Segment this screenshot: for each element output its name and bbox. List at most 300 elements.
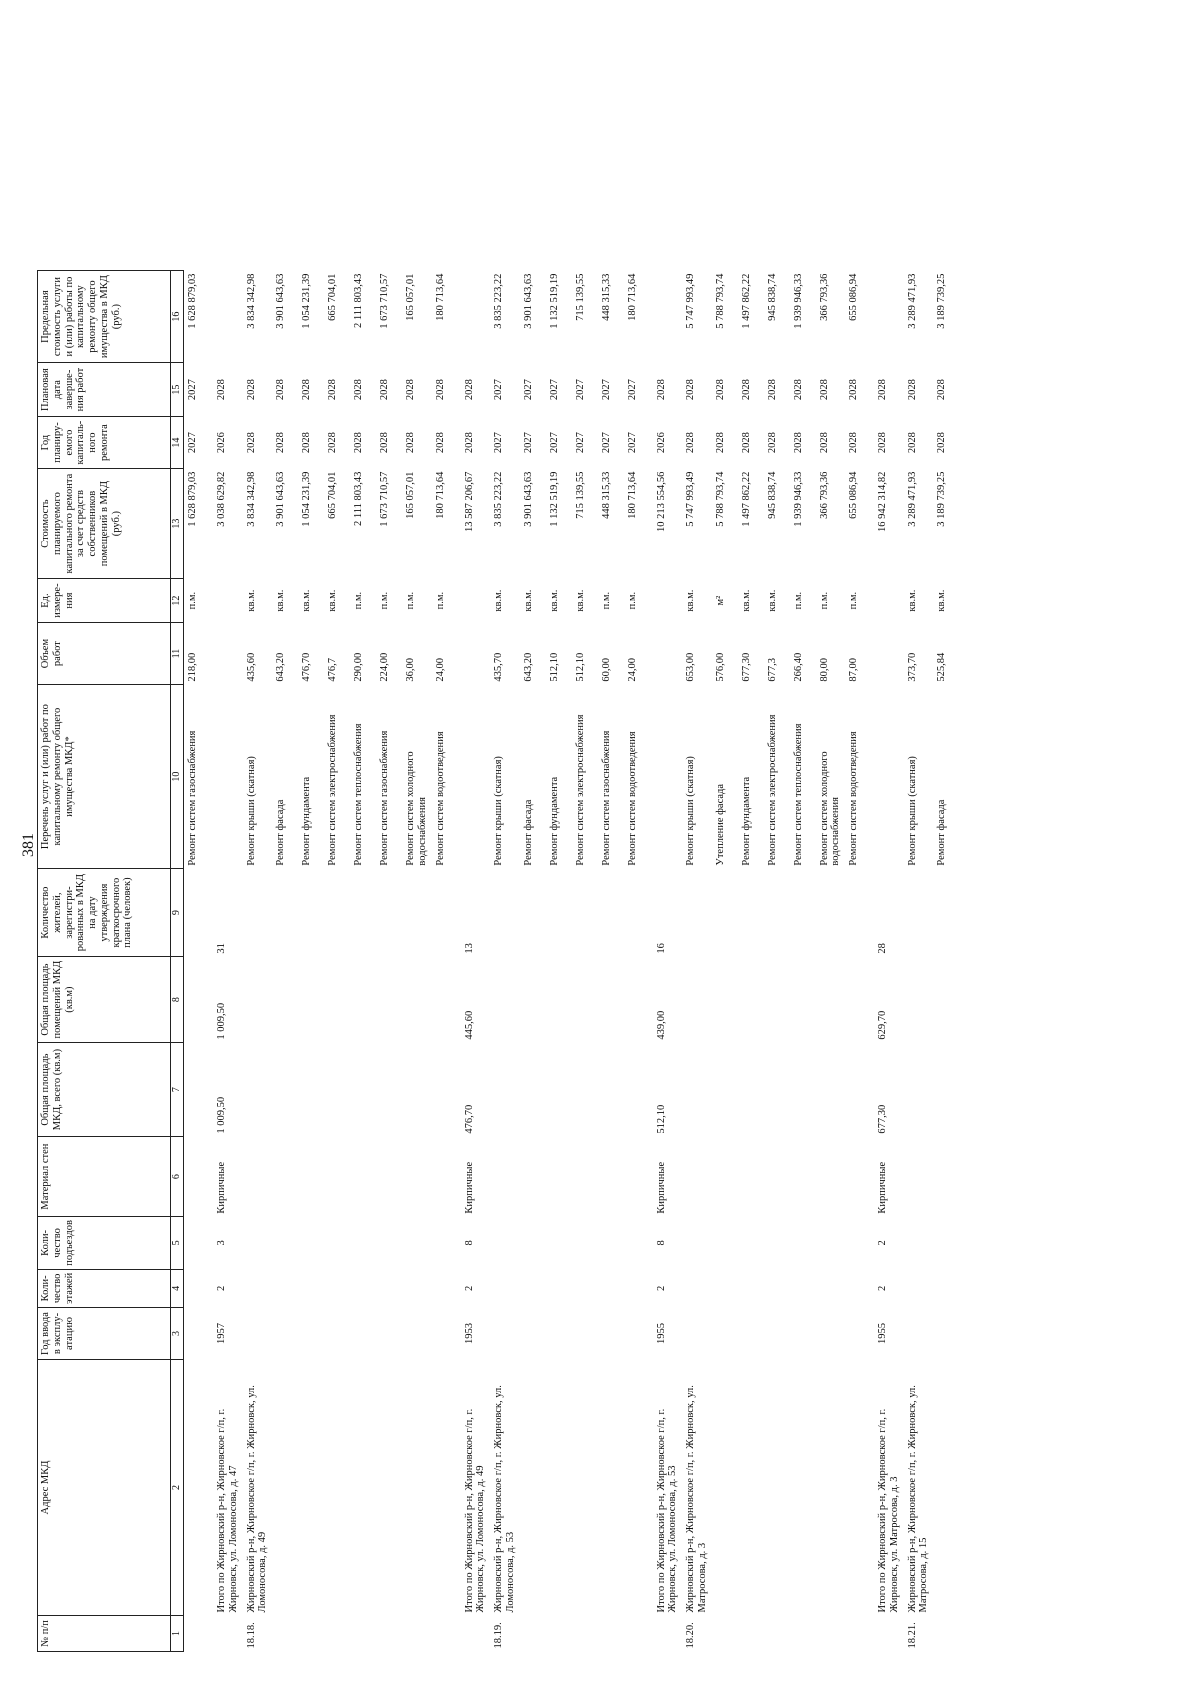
cell-c5: 2 <box>877 1240 888 1246</box>
cell-c4 <box>624 1269 650 1307</box>
column-header: Адрес МКД <box>38 1360 171 1616</box>
cell-c3 <box>298 1308 324 1360</box>
cell-c7 <box>764 1043 790 1137</box>
cell-c16: 655 086,94 <box>848 273 859 321</box>
cell-c11: 525,84 <box>936 652 947 682</box>
cell-c4 <box>598 1269 624 1307</box>
cell-c8: 1 009,50 <box>216 1002 227 1040</box>
cell-c12: п.м. <box>434 591 446 610</box>
cell-c3: 1953 <box>463 1323 475 1344</box>
cell-c9 <box>790 869 816 957</box>
cell-c1 <box>871 1616 904 1652</box>
cell-c7 <box>184 1043 211 1137</box>
cell-c14: 2028 <box>740 432 752 454</box>
column-header: Общая площадь помещений МКД (кв.м) <box>38 957 171 1043</box>
cell-c16 <box>650 271 683 363</box>
cell-c16: 1 054 231,39 <box>301 273 312 329</box>
cell-c9 <box>324 869 350 957</box>
column-header: Перечень услуг и (или) работ по капитальному ремонту общего имущества МКД* <box>38 685 171 869</box>
cell-c14: 2027 <box>522 432 534 454</box>
cell-c14: 2028 <box>877 432 888 454</box>
cell-c6 <box>432 1137 458 1217</box>
cell-c14: 2028 <box>463 432 475 454</box>
cell-c13: 10 213 554,56 <box>655 471 667 532</box>
cell-c5 <box>816 1217 846 1270</box>
cell-c2 <box>298 1360 324 1616</box>
cell-c15: 2028 <box>792 379 804 401</box>
cell-c10: Ремонт крыши (скатная) <box>685 756 696 866</box>
cell-c2: Жирновский р-н, Жирновское г/п, г. Жирновск, ул. Ломоносова, д. 49 <box>245 1385 269 1613</box>
cell-c3 <box>272 1308 298 1360</box>
cell-c8 <box>816 957 846 1043</box>
cell-c1 <box>572 1616 598 1652</box>
cell-c15: 2027 <box>600 379 612 401</box>
cell-c1 <box>933 1616 959 1652</box>
table-row <box>402 271 432 1652</box>
cell-c6 <box>520 1137 546 1217</box>
cell-c9 <box>243 869 273 957</box>
cell-c12: кв.м. <box>493 589 504 612</box>
cell-c5 <box>572 1217 598 1270</box>
cell-c11: 435,70 <box>493 652 504 682</box>
cell-c7 <box>298 1043 324 1137</box>
cell-c1: 18.18. <box>245 1622 257 1649</box>
cell-c16: 3 834 342,98 <box>245 273 257 329</box>
cell-c5 <box>272 1217 298 1270</box>
cell-c9 <box>490 869 520 957</box>
cell-c10: Ремонт систем водоотведения <box>848 731 859 866</box>
cell-c15: 2027 <box>574 379 586 401</box>
cell-c5 <box>933 1217 959 1270</box>
cell-c10: Ремонт систем электроснабжения <box>766 714 778 866</box>
cell-c14: 2028 <box>379 432 390 454</box>
cell-c3 <box>933 1308 959 1360</box>
cell-c12: кв.м. <box>685 589 696 612</box>
cell-c14: 2028 <box>434 432 446 454</box>
column-number: 14 <box>171 417 184 469</box>
column-header: Объем работ <box>38 623 171 685</box>
cell-c5 <box>402 1217 432 1270</box>
cell-c4 <box>324 1269 350 1307</box>
cell-c12: п.м. <box>600 591 612 610</box>
cell-c2 <box>598 1360 624 1616</box>
cell-c4 <box>432 1269 458 1307</box>
cell-c7 <box>845 1043 871 1137</box>
cell-c2 <box>572 1360 598 1616</box>
column-header: Предельная стоимость услуги и (или) работы по капитальному ремонту общего имущества в МКД (руб.) <box>38 271 171 363</box>
cell-c4 <box>712 1269 738 1307</box>
cell-c2 <box>624 1360 650 1616</box>
cell-c15: 2028 <box>301 379 312 401</box>
cell-c3 <box>376 1308 402 1360</box>
cell-c2 <box>184 1360 211 1616</box>
column-header: № п/п <box>38 1616 171 1652</box>
cell-c7 <box>712 1043 738 1137</box>
cell-c4 <box>272 1269 298 1307</box>
cell-c15: 2027 <box>187 379 198 401</box>
cell-c6: Кирпичные <box>877 1161 888 1214</box>
cell-c2 <box>845 1360 871 1616</box>
table-row <box>298 271 324 1652</box>
cell-c11: 435,60 <box>245 652 257 682</box>
cell-c14: 2028 <box>714 432 726 454</box>
cell-c11: 24,00 <box>434 657 446 682</box>
cell-c6 <box>682 1137 712 1217</box>
cell-c15: 2027 <box>493 379 504 401</box>
cell-c12: кв.м. <box>245 589 257 612</box>
cell-c8 <box>402 957 432 1043</box>
cell-c10: Ремонт систем холодного водоснабжения <box>818 751 842 866</box>
table-row <box>682 271 712 1652</box>
column-number: 8 <box>171 957 184 1043</box>
cell-c9 <box>350 869 376 957</box>
cell-c4 <box>904 1269 934 1307</box>
cell-c13: 5 788 793,74 <box>714 471 726 527</box>
cell-c1 <box>520 1616 546 1652</box>
cell-c8 <box>764 957 790 1043</box>
cell-c5 <box>350 1217 376 1270</box>
cell-c2 <box>376 1360 402 1616</box>
cell-c3 <box>598 1308 624 1360</box>
column-number-row <box>171 271 184 1652</box>
cell-c10: Ремонт систем водоотведения <box>626 731 638 866</box>
cell-c11: 512,10 <box>548 652 560 682</box>
cell-c6 <box>624 1137 650 1217</box>
cell-c10: Утепление фасада <box>714 783 726 866</box>
cell-c4 <box>490 1269 520 1307</box>
cell-c3 <box>712 1308 738 1360</box>
cell-c15: 2027 <box>522 379 534 401</box>
cell-c7 <box>933 1043 959 1137</box>
cell-c9 <box>816 869 846 957</box>
cell-c8 <box>432 957 458 1043</box>
cell-c2 <box>816 1360 846 1616</box>
cell-c3 <box>764 1308 790 1360</box>
cell-c1 <box>712 1616 738 1652</box>
table-row <box>272 271 298 1652</box>
cell-c1 <box>790 1616 816 1652</box>
cell-c6 <box>546 1137 572 1217</box>
column-number: 16 <box>171 271 184 363</box>
table-row <box>790 271 816 1652</box>
cell-c12: м² <box>714 595 726 606</box>
cell-c11: 87,00 <box>848 657 859 682</box>
cell-c2 <box>546 1360 572 1616</box>
cell-c9 <box>933 869 959 957</box>
cell-c11 <box>871 623 904 685</box>
cell-c4 <box>816 1269 846 1307</box>
cell-c1: 18.21. <box>906 1622 918 1649</box>
cell-c15: 2028 <box>405 379 416 401</box>
cell-c6: Кирпичные <box>463 1161 475 1214</box>
cell-c8 <box>243 957 273 1043</box>
cell-c3 <box>572 1308 598 1360</box>
cell-c15: 2028 <box>275 379 286 401</box>
cell-c12: кв.м. <box>906 589 918 612</box>
cell-c3 <box>490 1308 520 1360</box>
cell-c7 <box>272 1043 298 1137</box>
cell-c1 <box>738 1616 764 1652</box>
cell-c4 <box>376 1269 402 1307</box>
cell-c4 <box>520 1269 546 1307</box>
cell-c9 <box>432 869 458 957</box>
cell-c1 <box>184 1616 211 1652</box>
cell-c11: 643,20 <box>275 652 286 682</box>
cell-c8 <box>490 957 520 1043</box>
cell-c13: 3 189 739,25 <box>936 471 947 527</box>
cell-c13: 1 054 231,39 <box>301 471 312 527</box>
cell-c11: 677,3 <box>766 657 778 682</box>
cell-c13: 2 111 803,43 <box>353 471 364 526</box>
cell-c11: 266,40 <box>792 652 804 682</box>
cell-c7 <box>350 1043 376 1137</box>
cell-c14: 2028 <box>353 432 364 454</box>
cell-c5 <box>764 1217 790 1270</box>
cell-c11: 653,00 <box>685 652 696 682</box>
cell-c8 <box>904 957 934 1043</box>
cell-c3 <box>682 1308 712 1360</box>
cell-c13: 715 139,55 <box>574 471 586 519</box>
cell-c7: 677,30 <box>877 1104 888 1134</box>
column-number: 13 <box>171 469 184 579</box>
cell-c9 <box>376 869 402 957</box>
cell-c1 <box>546 1616 572 1652</box>
cell-c3 <box>816 1308 846 1360</box>
cell-c14: 2026 <box>655 432 667 454</box>
cell-c2 <box>350 1360 376 1616</box>
cell-c8 <box>682 957 712 1043</box>
cell-c7 <box>682 1043 712 1137</box>
cell-c13: 655 086,94 <box>848 471 859 519</box>
cell-c16: 165 057,01 <box>405 273 416 321</box>
cell-c9 <box>738 869 764 957</box>
cell-c12 <box>458 579 491 623</box>
column-header: Коли-чество этажей <box>38 1269 171 1307</box>
table-row <box>816 271 846 1652</box>
cell-c12: кв.м. <box>275 589 286 612</box>
cell-c11 <box>650 623 683 685</box>
column-header: Стоимость планируемого капитального ремонта за счет средств собственников помещений в МКД (руб.) <box>38 469 171 579</box>
cell-c1 <box>816 1616 846 1652</box>
cell-c12: п.м. <box>353 591 364 610</box>
table-row <box>572 271 598 1652</box>
cell-c3 <box>243 1308 273 1360</box>
cell-c12: кв.м. <box>522 589 534 612</box>
cell-c9 <box>712 869 738 957</box>
cell-c3 <box>790 1308 816 1360</box>
cell-c3 <box>350 1308 376 1360</box>
cell-c12: п.м. <box>379 591 390 610</box>
cell-c10: Ремонт крыши (скатная) <box>245 756 257 866</box>
column-header: Ед. измере-ния <box>38 579 171 623</box>
cell-c6: Кирпичные <box>216 1161 227 1214</box>
cell-c16: 3 901 643,63 <box>522 273 534 329</box>
cell-c6 <box>845 1137 871 1217</box>
cell-c6 <box>402 1137 432 1217</box>
cell-c12: кв.м. <box>548 589 560 612</box>
table-row <box>520 271 546 1652</box>
cell-c1 <box>272 1616 298 1652</box>
cell-c16: 715 139,55 <box>574 273 586 321</box>
cell-c11: 476,70 <box>301 652 312 682</box>
cell-c16: 1 497 862,22 <box>740 273 752 329</box>
column-number: 15 <box>171 363 184 417</box>
cell-c9 <box>546 869 572 957</box>
cell-c2 <box>738 1360 764 1616</box>
cell-c6 <box>712 1137 738 1217</box>
cell-c14: 2028 <box>792 432 804 454</box>
cell-c16 <box>871 271 904 363</box>
cell-c11: 60,00 <box>600 657 612 682</box>
cell-c7: 512,10 <box>655 1104 667 1134</box>
cell-c11: 476,7 <box>327 657 338 682</box>
cell-c1 <box>298 1616 324 1652</box>
cell-c13: 180 713,64 <box>626 471 638 519</box>
cell-c14: 2028 <box>936 432 947 454</box>
cell-c9 <box>272 869 298 957</box>
cell-c2: Итого по Жирновский р-н, Жирновское г/п, г. Жирновск, ул. Ломоносова, д. 49 <box>463 1408 487 1613</box>
cell-c9 <box>572 869 598 957</box>
cell-c3 <box>845 1308 871 1360</box>
cell-c13: 1 497 862,22 <box>740 471 752 527</box>
cell-c12: кв.м. <box>327 589 338 612</box>
cell-c15: 2027 <box>626 379 638 401</box>
cell-c14: 2027 <box>548 432 560 454</box>
cell-c8 <box>933 957 959 1043</box>
cell-c16: 3 901 643,63 <box>275 273 286 329</box>
cell-c14: 2027 <box>187 432 198 454</box>
cell-c9: 31 <box>216 943 227 954</box>
cell-c11: 36,00 <box>405 657 416 682</box>
cell-c9 <box>184 869 211 957</box>
cell-c12: кв.м. <box>301 589 312 612</box>
cell-c6 <box>272 1137 298 1217</box>
cell-c3 <box>738 1308 764 1360</box>
cell-c15: 2028 <box>216 379 227 401</box>
cell-c10 <box>210 685 243 869</box>
cell-c13: 3 835 223,22 <box>493 471 504 527</box>
cell-c5 <box>682 1217 712 1270</box>
cell-c13: 3 834 342,98 <box>245 471 257 527</box>
cell-c8 <box>712 957 738 1043</box>
cell-c11: 677,30 <box>740 652 752 682</box>
cell-c12: п.м. <box>187 591 198 610</box>
cell-c1 <box>650 1616 683 1652</box>
cell-c6 <box>184 1137 211 1217</box>
cell-c5 <box>243 1217 273 1270</box>
table-row <box>738 271 764 1652</box>
cell-c3 <box>402 1308 432 1360</box>
cell-c2: Итого по Жирновский р-н, Жирновское г/п, г. Жирновск, ул. Матросова, д. 3 <box>877 1408 900 1613</box>
cell-c12 <box>650 579 683 623</box>
cell-c9 <box>402 869 432 957</box>
table-body <box>184 271 960 1652</box>
cell-c7 <box>790 1043 816 1137</box>
cell-c8 <box>350 957 376 1043</box>
cell-c10 <box>871 685 904 869</box>
cell-c9 <box>624 869 650 957</box>
cell-c5 <box>432 1217 458 1270</box>
cell-c5 <box>738 1217 764 1270</box>
cell-c4 <box>764 1269 790 1307</box>
cell-c3: 1955 <box>655 1323 667 1344</box>
cell-c4 <box>790 1269 816 1307</box>
cell-c2: Жирновский р-н, Жирновское г/п, г. Жирновск, ул. Матросова, д. 3 <box>685 1385 708 1613</box>
cell-c4 <box>572 1269 598 1307</box>
cell-c3: 1957 <box>216 1323 227 1344</box>
column-header: Год ввода в эксплу-атацию <box>38 1308 171 1360</box>
cell-c6 <box>490 1137 520 1217</box>
cell-c14: 2028 <box>301 432 312 454</box>
cell-c13: 165 057,01 <box>405 471 416 519</box>
cell-c11: 218,00 <box>187 652 198 682</box>
cell-c16: 1 673 710,57 <box>379 273 390 329</box>
column-header: Плановая дата заверше-ния работ <box>38 363 171 417</box>
table-row <box>712 271 738 1652</box>
table-row <box>764 271 790 1652</box>
cell-c15: 2028 <box>327 379 338 401</box>
cell-c8 <box>546 957 572 1043</box>
cell-c12: кв.м. <box>740 589 752 612</box>
cell-c10: Ремонт крыши (скатная) <box>906 756 918 866</box>
cell-c4: 2 <box>655 1285 667 1291</box>
cell-c2 <box>933 1360 959 1616</box>
cell-c6: Кирпичные <box>655 1161 667 1214</box>
cell-c10: Ремонт систем холодного водоснабжения <box>405 751 428 866</box>
table-row <box>933 271 959 1652</box>
cell-c15: 2028 <box>685 379 696 401</box>
cell-c13: 13 587 206,67 <box>463 471 475 532</box>
cell-c6 <box>243 1137 273 1217</box>
cell-c16: 180 713,64 <box>626 273 638 321</box>
cell-c10: Ремонт систем водоотведения <box>434 731 446 866</box>
cell-c12 <box>871 579 904 623</box>
cell-c15: 2028 <box>714 379 726 401</box>
cell-c7 <box>572 1043 598 1137</box>
cell-c16: 180 713,64 <box>434 273 446 321</box>
cell-c5 <box>520 1217 546 1270</box>
cell-c6 <box>738 1137 764 1217</box>
cell-c16: 665 704,01 <box>327 273 338 321</box>
cell-c8 <box>184 957 211 1043</box>
cell-c14: 2027 <box>574 432 586 454</box>
cell-c8: 445,60 <box>463 1010 475 1040</box>
cell-c12: кв.м. <box>766 589 778 612</box>
cell-c5 <box>298 1217 324 1270</box>
cell-c13: 180 713,64 <box>434 471 446 519</box>
cell-c11: 576,00 <box>714 652 726 682</box>
cell-c5 <box>845 1217 871 1270</box>
cell-c16: 1 628 879,03 <box>187 273 198 329</box>
cell-c11 <box>210 623 243 685</box>
cell-c11: 643,20 <box>522 652 534 682</box>
cell-c15: 2028 <box>353 379 364 401</box>
cell-c15: 2028 <box>906 379 918 401</box>
cell-c1 <box>350 1616 376 1652</box>
cell-c9 <box>845 869 871 957</box>
cell-c8 <box>738 957 764 1043</box>
cell-c5 <box>324 1217 350 1270</box>
cell-c15: 2028 <box>936 379 947 401</box>
cell-c1 <box>598 1616 624 1652</box>
table-row <box>845 271 871 1652</box>
cell-c15: 2028 <box>463 379 475 401</box>
cell-c14: 2027 <box>626 432 638 454</box>
cell-c4 <box>933 1269 959 1307</box>
cell-c1 <box>210 1616 243 1652</box>
cell-c10: Ремонт систем теплоснабжения <box>792 723 804 866</box>
cell-c6 <box>816 1137 846 1217</box>
